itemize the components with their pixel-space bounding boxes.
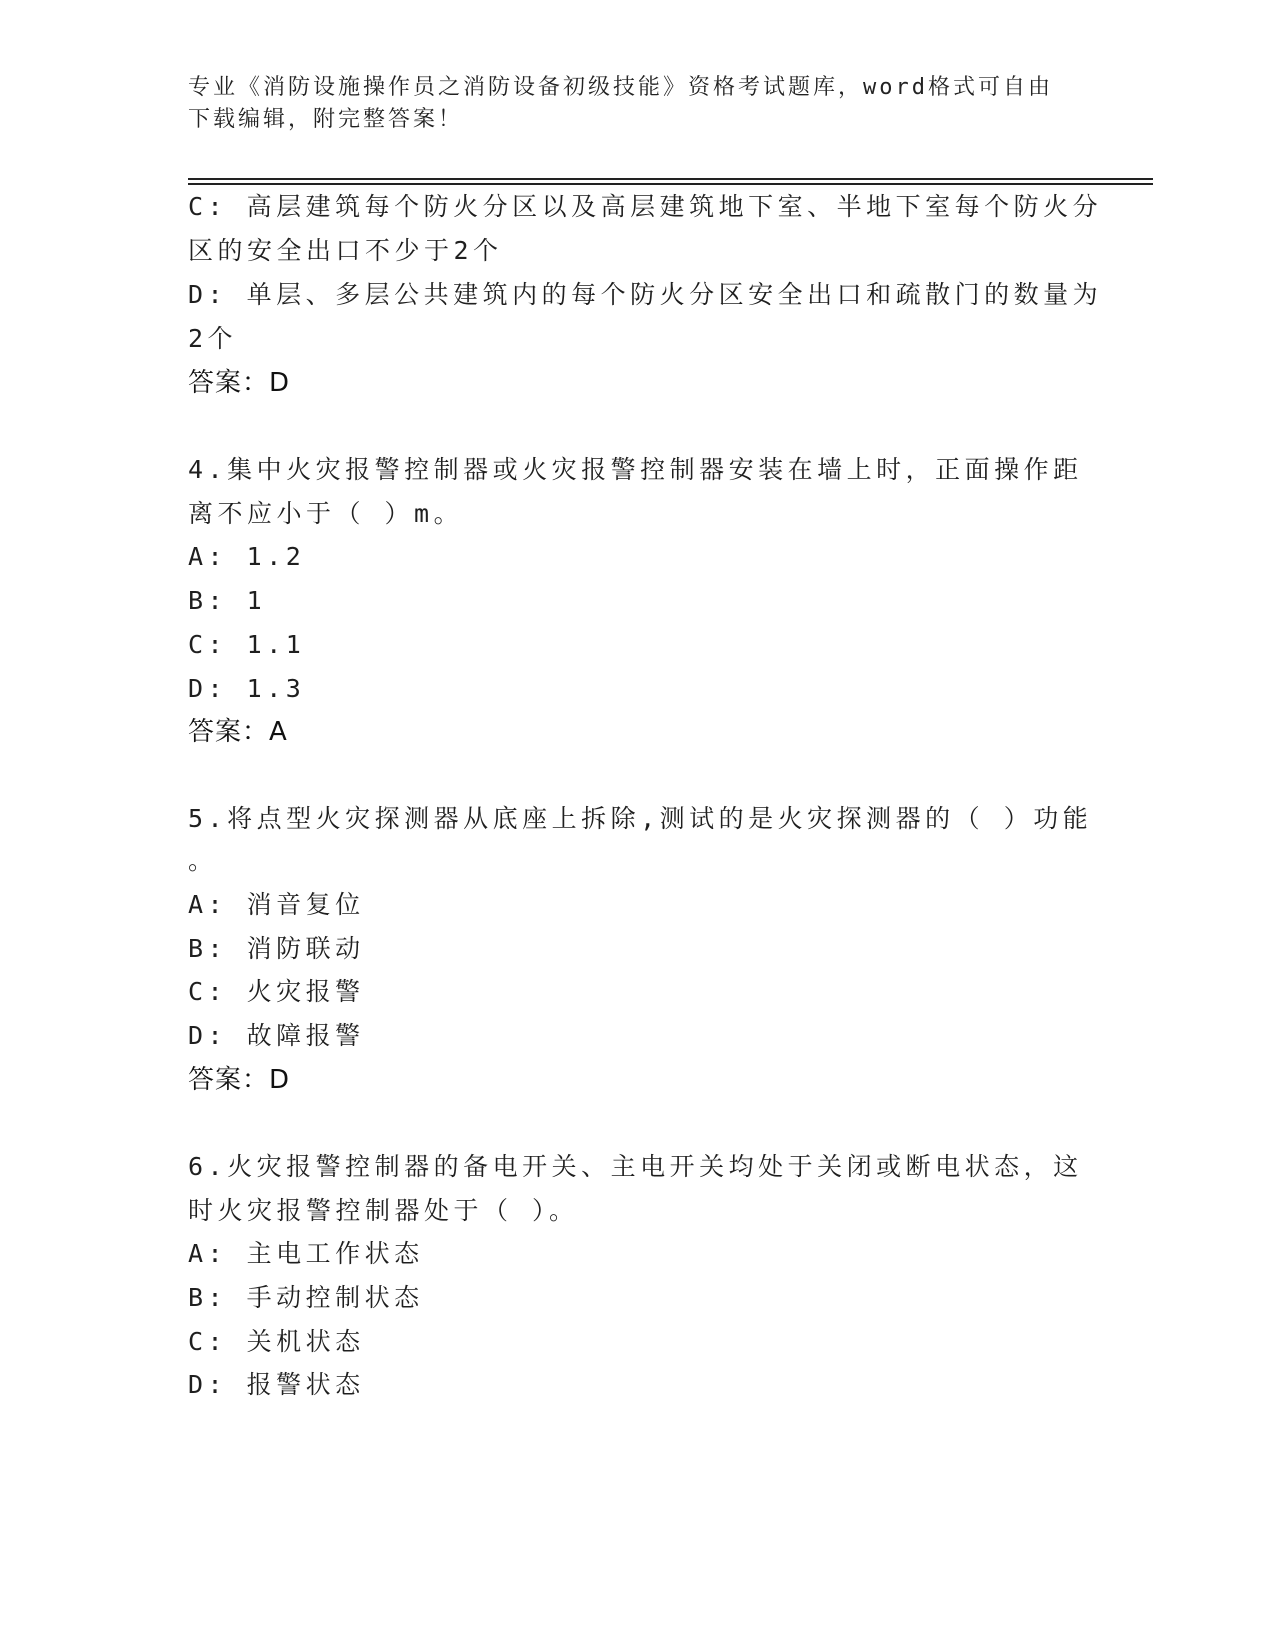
- question-5-line-2: 。: [188, 846, 218, 875]
- question-6-line-1: 6.火灾报警控制器的备电开关、主电开关均处于关闭或断电状态，这: [188, 1152, 1083, 1181]
- answer-q5: 答案：D: [188, 1065, 291, 1095]
- question-5-line-1: 5.将点型火灾探测器从底座上拆除,测试的是火灾探测器的（ ）功能: [188, 804, 1093, 833]
- header-divider-bottom: [188, 183, 1153, 185]
- question-5-option-d: D: 故障报警: [188, 1021, 365, 1050]
- question-5-option-a: A: 消音复位: [188, 890, 365, 919]
- question-5-option-b: B: 消防联动: [188, 934, 365, 963]
- question-4-option-d: D: 1.3: [188, 674, 306, 703]
- question-6-option-b: B: 手动控制状态: [188, 1283, 424, 1312]
- question-4-line-2: 离不应小于（ ）m。: [188, 499, 464, 528]
- question-6-option-d: D: 报警状态: [188, 1370, 365, 1399]
- question-6-option-c: C: 关机状态: [188, 1327, 365, 1356]
- question-6-option-a: A: 主电工作状态: [188, 1239, 424, 1268]
- option-d-line-2: 2个: [188, 324, 238, 353]
- header-divider-top: [188, 178, 1153, 180]
- answer-q4: 答案：A: [188, 717, 288, 747]
- option-c-line-2: 区的安全出口不少于2个: [188, 236, 503, 265]
- answer-q3: 答案：D: [188, 368, 291, 398]
- question-4-option-b: B: 1: [188, 586, 267, 615]
- question-5-option-c: C: 火灾报警: [188, 977, 365, 1006]
- option-d-line-1: D: 单层、多层公共建筑内的每个防火分区安全出口和疏散门的数量为: [188, 280, 1103, 309]
- document-header: 专业《消防设施操作员之消防设备初级技能》资格考试题库，word格式可自由下载编辑，附完整答案！: [188, 75, 1053, 132]
- question-4-line-1: 4.集中火灾报警控制器或火灾报警控制器安装在墙上时，正面操作距: [188, 455, 1083, 484]
- question-4-option-c: C: 1.1: [188, 630, 306, 659]
- question-4-option-a: A: 1.2: [188, 542, 306, 571]
- question-6-line-2: 时火灾报警控制器处于（ ）。: [188, 1196, 579, 1225]
- option-c-line-1: C: 高层建筑每个防火分区以及高层建筑地下室、半地下室每个防火分: [188, 192, 1103, 221]
